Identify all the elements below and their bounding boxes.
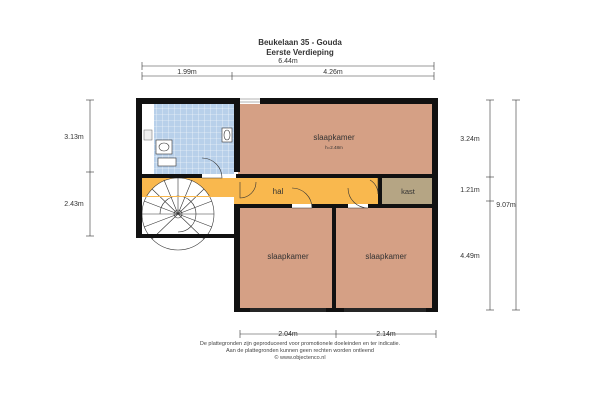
dim-top-total: 6.44m	[278, 58, 298, 65]
staircase-icon	[142, 178, 214, 250]
plan-title: Beukelaan 35 - Gouda	[258, 38, 342, 47]
plan-subtitle: Eerste Verdieping	[266, 48, 334, 57]
slaapkamer-1-label: slaapkamer	[313, 133, 355, 142]
dim-top-left: 1.99m	[177, 69, 197, 76]
dim-right-middle: 1.21m	[460, 187, 480, 194]
dim-bottom-right: 2.14m	[376, 331, 396, 338]
slaapkamer-1-height-label: h=2.48m	[325, 145, 343, 150]
dim-left-lower: 2.43m	[64, 201, 84, 208]
dim-top-right: 4.26m	[323, 69, 343, 76]
footer-disclaimer-2: Aan de plattegronden kunnen geen rechten worden ontleend	[225, 348, 374, 354]
bathroom-area	[142, 104, 234, 174]
kast-label: kast	[401, 187, 415, 196]
footer-copyright: © www.objectenco.nl	[274, 355, 326, 361]
slaapkamer-3-label: slaapkamer	[365, 252, 407, 261]
dim-right-lower: 4.49m	[460, 253, 480, 260]
dim-right-upper: 3.24m	[460, 136, 480, 143]
sink-counter	[158, 158, 176, 166]
dim-left-upper: 3.13m	[64, 134, 84, 141]
sink-icon	[222, 128, 232, 142]
hal-label: hal	[272, 187, 284, 196]
footer-disclaimer-1: De plattegronden zijn geproduceerd voor promotionele doeleinden en ter indicatie.	[199, 341, 401, 347]
slaapkamer-2-label: slaapkamer	[267, 252, 309, 261]
toilet-icon	[156, 140, 172, 154]
dim-bottom-left: 2.04m	[278, 331, 298, 338]
stair-mask	[142, 196, 234, 197]
shower-drain	[144, 130, 152, 140]
dimension-lines-left	[86, 100, 94, 236]
dim-right-total: 9.07m	[496, 202, 516, 209]
dimension-lines-bottom	[240, 330, 436, 338]
